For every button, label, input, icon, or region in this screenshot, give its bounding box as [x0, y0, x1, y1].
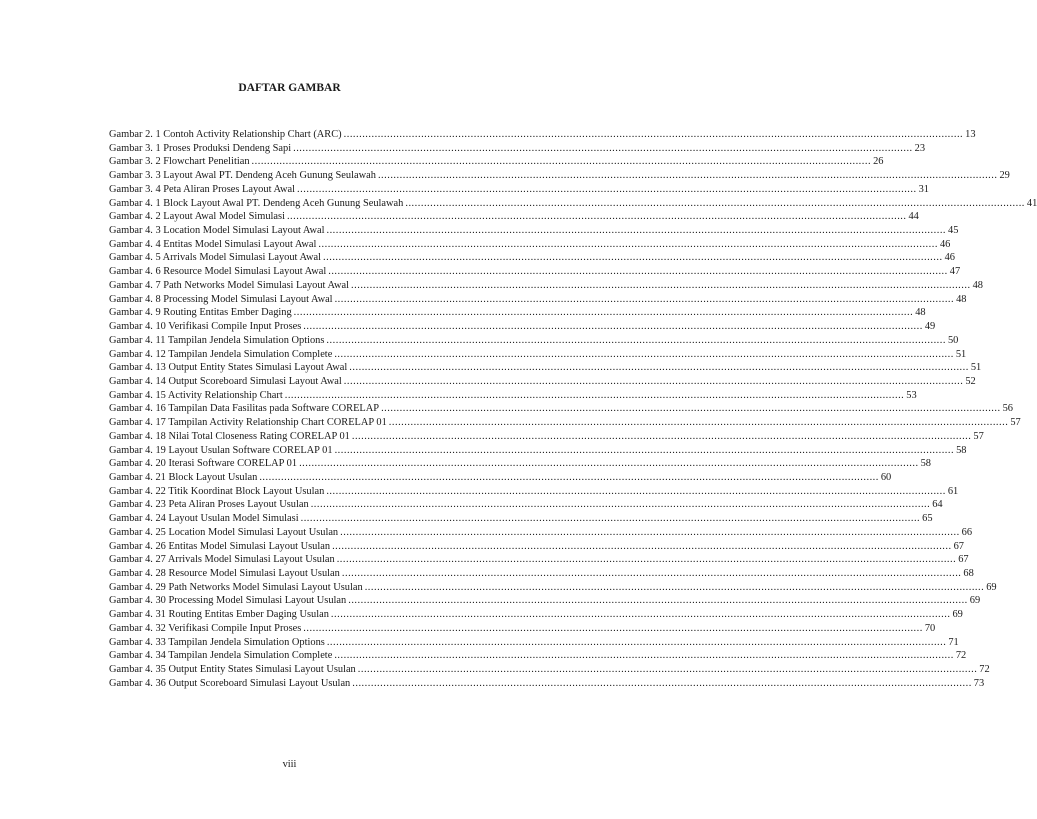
figure-entry-page: 71 — [948, 636, 959, 648]
figure-entry-page: 66 — [961, 526, 973, 538]
figure-entry-label: Gambar 4. 14 Output Scoreboard Simulasi Layout Awal — [109, 375, 342, 387]
figure-entry-label: Gambar 4. 5 Arrivals Model Simulasi Layout Awal — [109, 252, 322, 264]
figure-entry[interactable] — [109, 320, 936, 334]
figure-entry-label: Gambar 4. 20 Iterasi Software CORELAP 01 — [109, 458, 298, 470]
figure-entry-label: Gambar 4. 10 Verifikasi Compile Input Proses — [109, 321, 302, 333]
dot-leader: ........................................................................................................................................................................................................ — [341, 568, 962, 579]
figure-entry-label: Gambar 2. 1 Contoh Activity Relationship Chart (ARC) — [109, 129, 342, 140]
figure-entry-page: 69 — [969, 595, 981, 607]
dot-leader: ........................................................................................................................................................................................................ — [352, 677, 972, 689]
figure-entry[interactable] — [109, 361, 982, 375]
figure-entry[interactable] — [109, 128, 976, 142]
dot-leader: ........................................................................................................................................................................................................ — [299, 458, 919, 470]
figure-entry-label: Gambar 4. 35 Output Entity States Simulasi Layout Usulan — [109, 664, 356, 676]
dot-leader: ........................................................................................................................................................................................................ — [293, 307, 914, 319]
figure-entry-label: Gambar 4. 6 Resource Model Simulasi Layout Awal — [109, 266, 327, 278]
dot-leader: ........................................................................................................................................................................................................ — [357, 664, 978, 676]
figure-entry[interactable] — [109, 348, 967, 362]
dot-leader: ........................................................................................................................................................................................................ — [303, 321, 923, 333]
figure-entry-label: Gambar 4. 17 Tampilan Activity Relationship Chart CORELAP 01 — [109, 417, 387, 429]
figure-entry-page: 58 — [956, 444, 967, 456]
figure-entry-label: Gambar 4. 32 Verifikasi Compile Input Proses — [109, 622, 302, 634]
figure-entry-page: 68 — [963, 568, 974, 579]
dot-leader: ........................................................................................................................................................................................................ — [323, 252, 943, 264]
dot-leader: ........................................................................................................................................................................................................ — [326, 636, 947, 648]
figure-entry[interactable] — [109, 512, 933, 526]
page-title: DAFTAR GAMBAR — [238, 82, 341, 94]
figure-entry[interactable] — [109, 498, 943, 512]
figure-entry[interactable] — [109, 457, 931, 471]
figure-entry[interactable] — [109, 183, 929, 197]
dot-leader: ........................................................................................................................................................................................................ — [297, 183, 917, 195]
dot-leader: ........................................................................................................................................................................................................ — [300, 513, 921, 525]
figure-entry-page: 57 — [973, 430, 984, 442]
dot-leader: ........................................................................................................................................................................................................ — [364, 581, 985, 593]
figure-entry-label: Gambar 3. 1 Proses Produksi Dendeng Sapi — [109, 142, 292, 154]
figure-entry-page: 57 — [1010, 417, 1021, 429]
dot-leader: ........................................................................................................................................................................................................ — [332, 540, 952, 552]
figure-entry-page: 29 — [999, 170, 1010, 182]
figure-entry[interactable] — [109, 567, 974, 581]
figure-entry-page: 56 — [1002, 403, 1013, 415]
dot-leader: ........................................................................................................................................................................................................ — [326, 485, 946, 497]
figure-entry[interactable] — [109, 430, 984, 444]
figure-entry-label: Gambar 4. 22 Titik Koordinat Block Layout Usulan — [109, 485, 325, 497]
dot-leader: ........................................................................................................................................................................................................ — [351, 430, 972, 442]
figure-entry-page: 58 — [920, 458, 931, 470]
figure-entry-page: 51 — [970, 362, 982, 374]
figure-entry[interactable] — [109, 540, 964, 554]
figure-entry[interactable] — [109, 677, 985, 691]
figure-entry-page: 13 — [965, 129, 976, 140]
dot-leader: ........................................................................................................................................................................................................ — [334, 348, 954, 360]
figure-entry-page: 72 — [979, 664, 990, 676]
figure-entry-label: Gambar 4. 21 Block Layout Usulan — [109, 471, 258, 483]
figure-entry-label: Gambar 4. 11 Tampilan Jendela Simulation Options — [109, 334, 325, 346]
figure-entry[interactable] — [109, 485, 959, 499]
figure-entry-page: 48 — [972, 279, 983, 291]
figure-entry-page: 64 — [932, 499, 943, 511]
figure-entry[interactable] — [109, 471, 892, 485]
figure-entry[interactable] — [109, 279, 983, 293]
figure-entry[interactable] — [109, 251, 955, 265]
figure-entry[interactable] — [109, 636, 959, 650]
figure-entry-page: 67 — [958, 554, 969, 566]
dot-leader: ........................................................................................................................................................................................................ — [348, 595, 968, 607]
figure-entry-label: Gambar 4. 24 Layout Usulan Model Simulasi — [109, 513, 299, 525]
figure-entry-label: Gambar 4. 26 Entitas Model Simulasi Layout Usulan — [109, 540, 331, 552]
dot-leader: ........................................................................................................................................................................................................ — [334, 444, 955, 456]
figure-entry-page: 23 — [914, 142, 926, 154]
figure-entry[interactable] — [109, 416, 1021, 430]
dot-leader: ........................................................................................................................................................................................................ — [349, 362, 969, 374]
figure-entry-page: 70 — [924, 622, 936, 634]
figure-entry-label: Gambar 4. 12 Tampilan Jendela Simulation Complete — [109, 348, 333, 360]
figure-entry-page: 48 — [915, 307, 926, 319]
figure-entry-page: 50 — [947, 334, 959, 346]
figure-entry[interactable] — [109, 265, 961, 279]
figure-entry-page: 52 — [965, 375, 976, 387]
figure-entry-page: 53 — [906, 389, 917, 401]
figure-entry-page: 72 — [955, 650, 967, 662]
dot-leader: ........................................................................................................................................................................................................ — [336, 554, 957, 566]
dot-leader: ........................................................................................................................................................................................................ — [303, 622, 923, 634]
figure-entry-page: 60 — [880, 471, 892, 483]
figure-entry[interactable] — [109, 210, 919, 224]
figure-entry-label: Gambar 4. 18 Nilai Total Closeness Rating CORELAP 01 — [109, 430, 350, 442]
figure-entry[interactable] — [109, 306, 926, 320]
figure-entry[interactable] — [109, 238, 951, 252]
dot-leader: ........................................................................................................................................................................................................ — [334, 650, 954, 662]
dot-leader: ........................................................................................................................................................................................................ — [328, 266, 948, 278]
dot-leader: ........................................................................................................................................................................................................ — [326, 334, 946, 346]
figure-entry[interactable] — [109, 649, 967, 663]
figure-entry-label: Gambar 4. 13 Output Entity States Simulasi Layout Awal — [109, 362, 348, 374]
figure-entry-page: 69 — [986, 581, 997, 593]
figure-entry-label: Gambar 4. 31 Routing Entitas Ember Daging Usulan — [109, 609, 329, 621]
dot-leader: ........................................................................................................................................................................................................ — [259, 471, 879, 483]
figure-entry-label: Gambar 4. 1 Block Layout Awal PT. Dendeng Aceh Gunung Seulawah — [109, 197, 404, 209]
figure-entry[interactable] — [109, 526, 973, 540]
dot-leader: ........................................................................................................................................................................................................ — [293, 142, 913, 154]
figure-entry[interactable] — [109, 224, 959, 238]
figure-entry-label: Gambar 4. 28 Resource Model Simulasi Layout Usulan — [109, 568, 340, 579]
figure-entry-label: Gambar 4. 7 Path Networks Model Simulasi Layout Awal — [109, 279, 350, 291]
dot-leader: ........................................................................................................................................................................................................ — [351, 279, 971, 291]
figure-entry-label: Gambar 4. 25 Location Model Simulasi Layout Usulan — [109, 526, 339, 538]
figure-entry-label: Gambar 4. 16 Tampilan Data Fasilitas pada Software CORELAP — [109, 403, 380, 415]
figure-entry-page: 46 — [944, 252, 955, 264]
dot-leader: ........................................................................................................................................................................................................ — [334, 293, 955, 305]
figure-entry-page: 51 — [955, 348, 967, 360]
figure-entry[interactable] — [109, 663, 990, 677]
figure-entry-label: Gambar 4. 27 Arrivals Model Simulasi Layout Usulan — [109, 554, 335, 566]
figure-entry-label: Gambar 3. 2 Flowchart Penelitian — [109, 156, 250, 168]
figure-entry[interactable] — [109, 155, 884, 169]
dot-leader: ........................................................................................................................................................................................................ — [381, 403, 1001, 415]
figure-entry-page: 31 — [918, 183, 929, 195]
dot-leader: ........................................................................................................................................................................................................ — [284, 389, 905, 401]
figure-entry-label: Gambar 3. 3 Layout Awal PT. Dendeng Aceh Gunung Seulawah — [109, 170, 376, 182]
figure-entry-label: Gambar 3. 4 Peta Aliran Proses Layout Awal — [109, 183, 296, 195]
figure-entry-page: 67 — [953, 540, 964, 552]
figure-entry[interactable] — [109, 581, 997, 595]
page-number: viii — [282, 759, 297, 770]
figure-entry-page: 61 — [947, 485, 959, 497]
dot-leader: ........................................................................................................................................................................................................ — [330, 609, 951, 621]
figure-entry-label: Gambar 4. 4 Entitas Model Simulasi Layout Awal — [109, 238, 317, 250]
dot-leader: ........................................................................................................................................................................................................ — [326, 225, 947, 237]
figure-entry-label: Gambar 4. 2 Layout Awal Model Simulasi — [109, 211, 285, 223]
figure-entry[interactable] — [109, 622, 936, 636]
dot-leader: ........................................................................................................................................................................................................ — [343, 129, 964, 140]
figure-entry-label: Gambar 4. 36 Output Scoreboard Simulasi Layout Usulan — [109, 677, 351, 689]
dot-leader: ........................................................................................................................................................................................................ — [388, 417, 1009, 429]
figure-entry[interactable] — [109, 553, 969, 567]
figure-entry[interactable] — [109, 608, 963, 622]
figure-entry[interactable] — [109, 389, 917, 403]
dot-leader: ........................................................................................................................................................................................................ — [405, 197, 1025, 209]
figure-list — [109, 128, 1037, 690]
figure-entry-page: 65 — [922, 513, 933, 525]
dot-leader: ........................................................................................................................................................................................................ — [340, 526, 960, 538]
figure-entry-label: Gambar 4. 30 Processing Model Simulasi Layout Usulan — [109, 595, 347, 607]
dot-leader: ........................................................................................................................................................................................................ — [377, 170, 998, 182]
figure-entry-label: Gambar 4. 34 Tampilan Jendela Simulation Complete — [109, 650, 333, 662]
figure-entry[interactable] — [109, 375, 976, 389]
figure-entry-page: 46 — [939, 238, 951, 250]
figure-entry-label: Gambar 4. 3 Location Model Simulasi Layout Awal — [109, 225, 325, 237]
figure-entry[interactable] — [109, 142, 926, 156]
figure-entry-page: 41 — [1026, 197, 1037, 209]
figure-entry[interactable] — [109, 197, 1037, 211]
figure-entry[interactable] — [109, 293, 967, 307]
figure-entry-page: 49 — [924, 321, 936, 333]
figure-entry-label: Gambar 4. 8 Processing Model Simulasi Layout Awal — [109, 293, 333, 305]
dot-leader: ........................................................................................................................................................................................................ — [310, 499, 931, 511]
figure-entry-label: Gambar 4. 29 Path Networks Model Simulasi Layout Usulan — [109, 581, 363, 593]
dot-leader: ........................................................................................................................................................................................................ — [343, 375, 964, 387]
figure-entry[interactable] — [109, 334, 959, 348]
figure-entry-label: Gambar 4. 9 Routing Entitas Ember Daging — [109, 307, 292, 319]
dot-leader: ........................................................................................................................................................................................................ — [286, 211, 907, 223]
figure-entry-label: Gambar 4. 33 Tampilan Jendela Simulation Options — [109, 636, 325, 648]
figure-entry[interactable] — [109, 169, 1010, 183]
figure-entry[interactable] — [109, 402, 1013, 416]
figure-entry-label: Gambar 4. 15 Activity Relationship Chart — [109, 389, 283, 401]
figure-entry-label: Gambar 4. 19 Layout Usulan Software CORELAP 01 — [109, 444, 333, 456]
figure-entry-page: 45 — [948, 225, 959, 237]
figure-entry-page: 73 — [973, 677, 985, 689]
figure-entry-page: 44 — [908, 211, 919, 223]
figure-entry[interactable] — [109, 444, 967, 458]
figure-entry-page: 47 — [949, 266, 961, 278]
dot-leader: ........................................................................................................................................................................................................ — [318, 238, 938, 250]
figure-entry-label: Gambar 4. 23 Peta Aliran Proses Layout Usulan — [109, 499, 309, 511]
figure-entry-page: 48 — [956, 293, 967, 305]
figure-entry[interactable] — [109, 594, 981, 608]
figure-entry-page: 26 — [873, 156, 884, 168]
figure-entry-page: 69 — [952, 609, 963, 621]
dot-leader: ........................................................................................................................................................................................................ — [251, 156, 872, 168]
